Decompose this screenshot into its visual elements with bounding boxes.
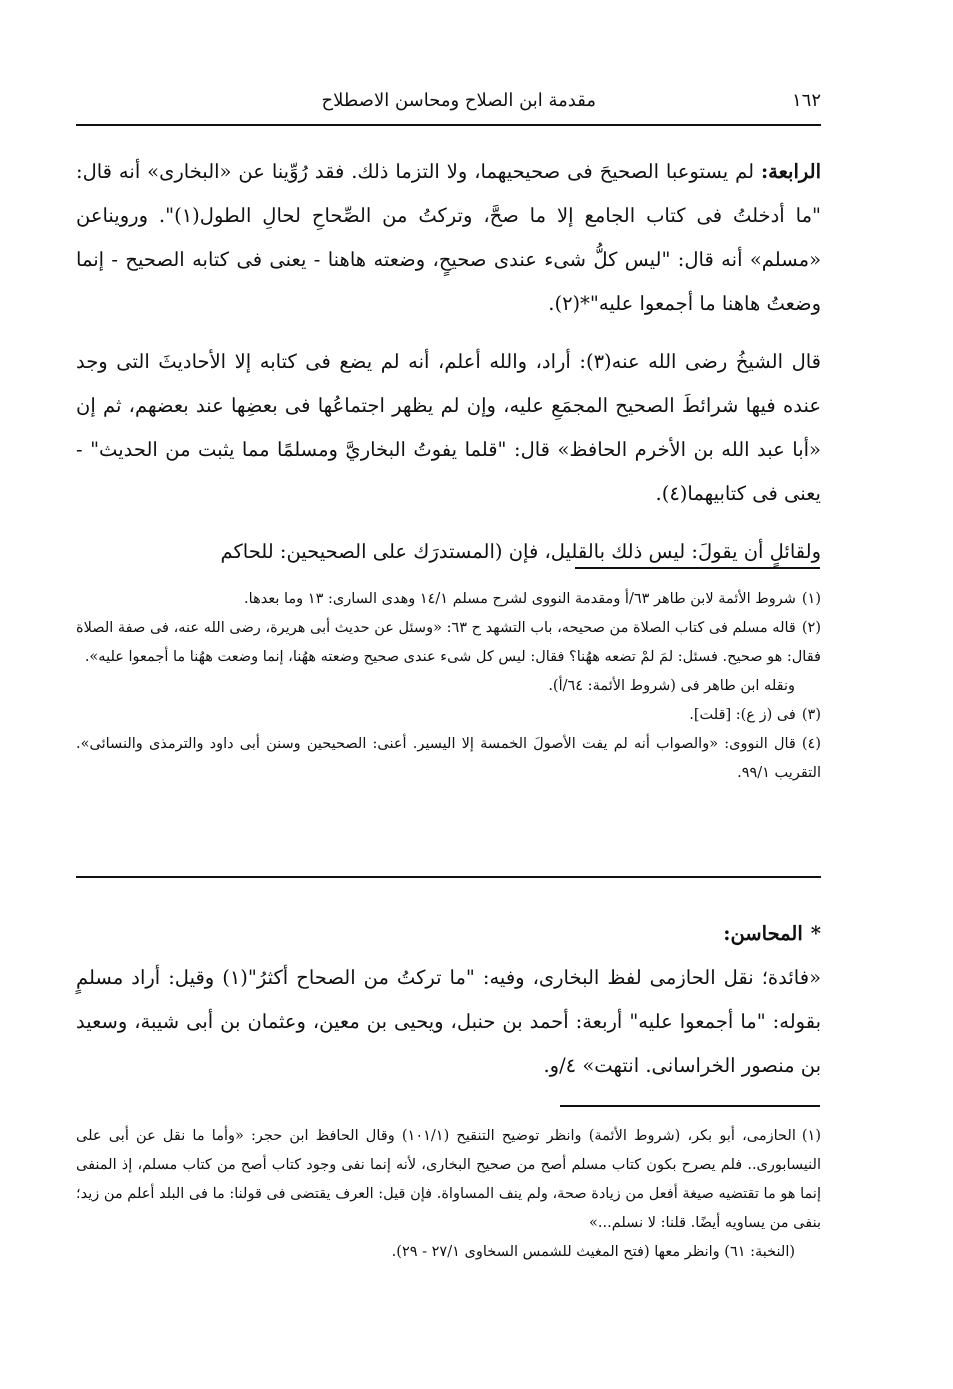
main-text-section-two: [76, 912, 821, 1088]
footnote-text: (النخبة: ٦١) وانظر معها (فتح المغيث للشمس السخاوى ٢٧/١ - ٢٩).: [391, 1244, 795, 1260]
footnote-continuation: [76, 672, 821, 701]
paragraph-two: قال الشيخُ رضى الله عنه(٣): أراد، والله أعلم، أنه لم يضع فى كتابه إلا الأحاديثَ التى وجد عنده فيها شرائطَ الصحيح المجمَعِ عليه، وإن لم يظهر اجتماعُها فى بعضِها عند بعضهم، ثم إن «أبا عبد الله بن الأخرم الحافظ» قال: "قلما يفوتُ البخاريَّ ومسلمًا مما يثبت من الحديث" - يعنى فى كتابيهما(٤).: [76, 350, 821, 505]
running-title: مقدمة ابن الصلاح ومحاسن الاصطلاح: [321, 90, 596, 111]
footnote-text: الحازمى، أبو بكر، (شروط الأئمة) وانظر توضيح التنقيح (١٠١/١) وقال الحافظ ابن حجر: «وأما ما نقل عن أبى على النيسابورى.. فلم يصرح بكون كتاب مسلم أصح من صحيح البخارى، لأنه إنما نفى وجود كتاب أصح من كتاب مسلم، إذ المنفى إنما هو ما تقتضيه صيغة أفعل من زيادة صحة، ولم ينف المساواة. فإن قيل: العرف يقتضى فى قولنا: ما فى البلد أعلم من زيد؛ بنفى من يساويه أيضًا. قلنا: لا نسلم...»: [76, 1128, 821, 1231]
mahasin-paragraph: «فائدة؛ نقل الحازمى لفظ البخارى، وفيه: "ما تركتُ من الصحاح أكثرُ"(١) وقيل: أراد مسلمٍ بقوله: "ما أجمعوا عليه" أربعة: أحمد بن حنبل، ويحيى بن معين، وعثمان بن أبى شيبة، وسعيد بن منصور الخراسانى. انتهت» ٤/و.: [76, 966, 821, 1077]
section-divider: [76, 876, 821, 878]
footnote: [76, 614, 821, 672]
footnote-number: (٢): [801, 620, 821, 636]
footnote-text: شروط الأئمة لابن طاهر ٦٣/أ ومقدمة النووى لشرح مسلم ١٤/١ وهدى السارى: ١٣ وما بعدها.: [244, 591, 796, 607]
paragraph-three: ولقائلٍ أن يقولَ: ليس ذلك بالقليل، فإن (المستدرَك على الصحيحين: للحاكم: [220, 540, 821, 563]
footnote-separator: [575, 567, 820, 569]
footnote-text: قال النووى: «والصواب أنه لم يفت الأصولَ الخمسة إلا اليسير. أعنى: الصحيحين وسنن أبى داود والترمذى والنسائى». التقريب ٩٩/١.: [76, 736, 821, 781]
section-heading-text: المحاسن:: [723, 922, 803, 945]
footnote-separator: [560, 1105, 820, 1107]
header-rule: [76, 124, 821, 126]
section-heading: [76, 912, 821, 956]
footnote: [76, 730, 821, 788]
main-text-section-one: [76, 150, 821, 574]
footnote-number: (٤): [801, 736, 821, 752]
footnote-text: فى (ز ع): [قلت].: [689, 707, 796, 723]
footnote-continuation: [76, 1238, 821, 1267]
lead-word: الرابعة:: [760, 160, 821, 183]
footnote: [76, 701, 821, 730]
footnote: [76, 585, 821, 614]
footnote-number: (١): [801, 591, 821, 607]
footnote: [76, 1122, 821, 1238]
footnote-text: قاله مسلم فى كتاب الصلاة من صحيحه، باب التشهد ح ٦٣: «وسئل عن حديث أبى هريرة، رضى الله عنه، فى صفة الصلاة فقال: هو صحيح. فسئل: لمَ لمْ تضعه ههُنا؟ فقال: ليس كل شىء عندى صحيح وضعته ههُنا، إنما وضعت ههُنا ما أجمعوا عليه».: [76, 620, 821, 665]
footnotes-block-two: [76, 1122, 821, 1267]
star-icon: *: [810, 922, 821, 945]
paragraph-one: [76, 150, 821, 326]
footnote-number: (١): [801, 1128, 821, 1144]
footnote-text: ونقله ابن طاهر فى (شروط الأئمة: ٦٤/أ).: [548, 678, 795, 694]
footnote-number: (٣): [801, 707, 821, 723]
paragraph-one-text: لم يستوعبا الصحيحَ فى صحيحيهما، ولا التزما ذلك. فقد رُوِّينا عن «البخارى» أنه قال: "ما أدخلتُ فى كتاب الجامع إلا ما صحَّ، وتركتُ من الصِّحاحِ لحالِ الطول(١)". ورويناعن «مسلم» أنه قال: "ليس كلُّ شىء عندى صحيحٍ، وضعته هاهنا - يعنى فى كتابه الصحيح - إنما وضعتُ هاهنا ما أجمعوا عليه"*(٢).: [76, 160, 821, 315]
footnotes-block-one: [76, 585, 821, 788]
page-number: ١٦٢: [791, 90, 821, 111]
page-header: [76, 84, 821, 118]
